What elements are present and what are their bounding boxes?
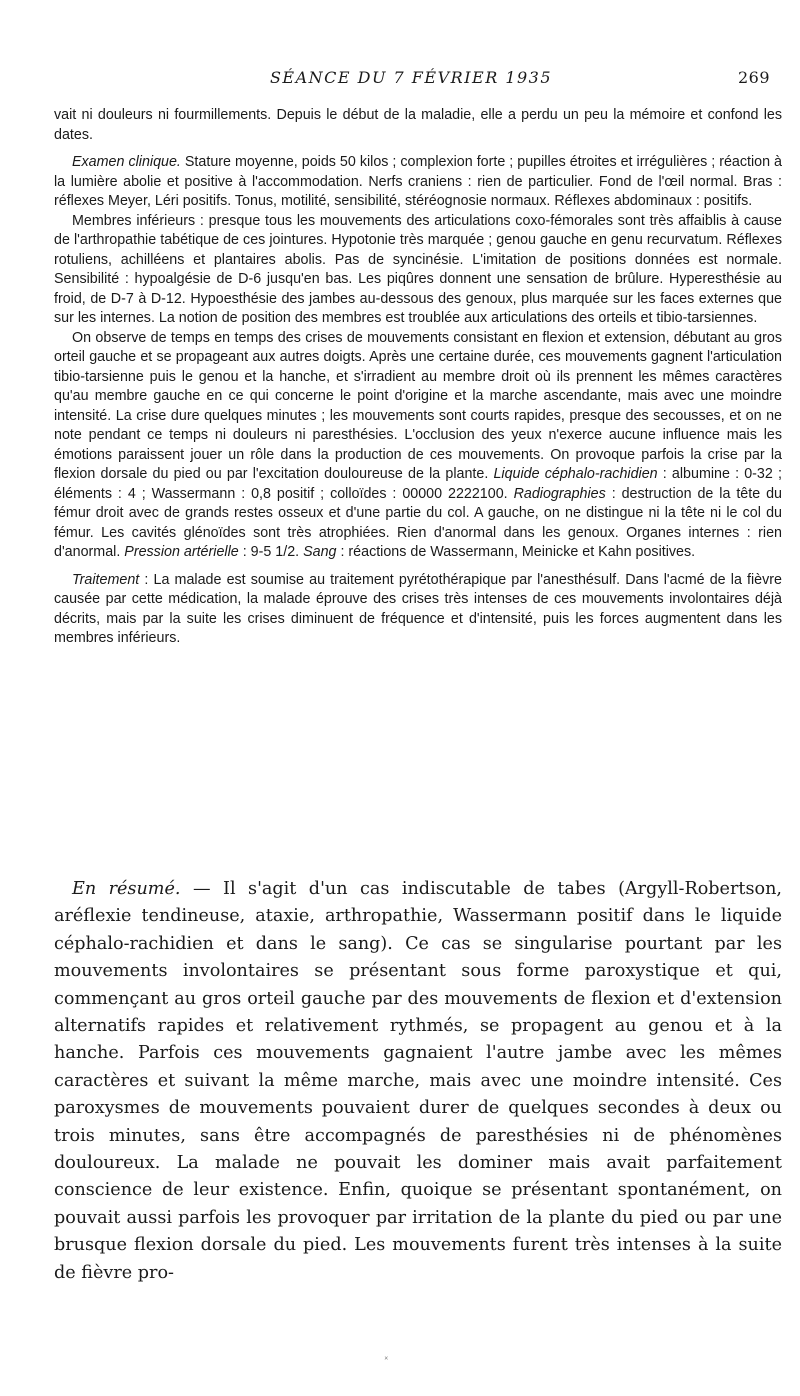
label-radiographies: Radiographies bbox=[513, 485, 606, 502]
sang-text: : réactions de Wassermann, Meinicke et Kahn positives. bbox=[336, 544, 696, 560]
label-liquide: Liquide céphalo-rachidien bbox=[493, 466, 658, 482]
page-number: 269 bbox=[737, 68, 770, 87]
label-sang: Sang bbox=[303, 544, 337, 560]
running-header bbox=[52, 68, 770, 92]
resume-text: — Il s'agit d'un cas indiscutable de tabes (Argyll-Robertson, aréflexie tendineuse, ataxie, arthropathie, Wassermann positif dans le liquide céphalo-rachidien et dans le sang). Ce cas se singularise pourtant par les mouvements involontaires se présentant sous forme paroxystique et qui, commençant au gros orteil gauche par des mouvements de flexion et d'extension alternatifs rapides et relativement rythmés, se propagent au genou et à la hanche. Parfois ces mouvements gagnaient l'autre jambe avec les mêmes caractères et suivant la même marche, mais avec une moindre intensité. Ces paroxysmes de mouvements pouvaient durer de quelques secondes à deux ou trois minutes, sans être accompagnés de paresthésies ni de phénomènes douloureux. La malade ne pouvait les dominer mais avait parfaitement conscience de leur existence. Enfin, quoique se présentant spontanément, on pouvait aussi parfois les provoquer par irritation de la plante du pied ou par une brusque flexion dorsale du pied. Les mouvements furent très intenses à la suite de fièvre pro- bbox=[54, 879, 782, 1283]
footer-mark: ˣ bbox=[384, 1355, 389, 1366]
paragraph-membres: Membres inférieurs : presque tous les mouvements des articulations coxo-fémorales sont très affaiblis à cause de l'arthropathie tabétique de ces jointures. Hypotonie très marquée ; genou gauche en genu recurvatum. Réflexes rotuliens, achilléens et plantaires abolis. Pas de syncinésie. L'imitation de positions données est normale. Sensibilité : hypoalgésie de D-6 jusqu'en bas. Les piqûres donnent une sensation de brûlure. Hyperesthésie au froid, de D-7 à D-12. Hypoesthésie des jambes au-dessous des genoux, plus marquée sur les faces externes que sur les internes. La notion de position des membres est troublée aux articulations des orteils et tibio-tarsiennes. bbox=[54, 212, 782, 326]
label-en-resume: En résumé. bbox=[72, 879, 181, 899]
paragraph-examen bbox=[54, 153, 782, 212]
label-traitement: Traitement bbox=[72, 571, 140, 588]
paragraph-memory: vait ni douleurs ni fourmillements. Depuis le début de la maladie, elle a perdu un peu la mémoire et confond les dates. bbox=[54, 107, 782, 143]
radiographies-text: : destruction de la tête du fémur droit avec de grands restes osseux et d'une partie du col. A gauche, on ne distingue ni la tête ni le col du fémur. Les cavités glénoïdes sont très atrophiées. Rien d'anormal dans les genoux. Organes internes : rien d'anormal. bbox=[54, 485, 782, 560]
paragraph-resume bbox=[54, 876, 782, 1287]
case-report-small-text bbox=[54, 106, 782, 649]
label-pression: Pression artérielle bbox=[124, 544, 239, 560]
pression-text: : 9-5 1/2. bbox=[238, 544, 304, 560]
liquide-text: : albumine : 0-32 ; éléments : 4 ; Wassermann : 0,8 positif ; colloïdes : 00000 2222100. bbox=[54, 466, 782, 502]
crises-text: On observe de temps en temps des crises de mouvements consistant en flexion et extension, débutant au gros orteil gauche et se propageant aux autres doigts. Après une certaine durée, ces mouvements gagnent l'articulation tibio-tarsienne puis le genou et la hanche, et s'irradient au membre droit où ils prennent les mêmes caractères qu'au membre gauche en ce qui concerne le point d'origine et la marche ascendante, mais avec une moindre intensité. La crise dure quelques minutes ; les mouvements sont courts rapides, presque des secousses, et on ne note pendant ce temps ni douleurs ni paresthésies. L'occlusion des yeux n'exerce aucune influence mais les émotions paraissent jouer un rôle dans la production de ces mouvements. On provoque parfois la crise par la flexion dorsale du pied ou par l'excitation douloureuse de la plante. bbox=[54, 329, 782, 482]
paragraph-traitement bbox=[54, 571, 782, 649]
summary-large-text bbox=[54, 876, 782, 1287]
running-title: SÉANCE DU 7 FÉVRIER 1935 bbox=[269, 68, 553, 87]
label-examen-clinique: Examen clinique. bbox=[72, 154, 181, 170]
paragraph-crises bbox=[54, 329, 782, 563]
traitement-text: : La malade est soumise au traitement pyrétothérapique par l'anesthésulf. Dans l'acmé de la fièvre causée par cette médication, la malade éprouve des crises très intenses de ces mouvements involontaires déjà décrits, mais par la suite les crises diminuent de fréquence et d'intensité, puis les forces augmentent dans les membres inférieurs. bbox=[54, 571, 782, 646]
examen-text: Stature moyenne, poids 50 kilos ; complexion forte ; pupilles étroites et irrégulières ; réaction à la lumière abolie et positive à l'accommodation. Nerfs craniens : rien de particulier. Fond de l'œil normal. Bras : réflexes Meyer, Léri positifs. Tonus, motilité, sensibilité, stéréognosie normaux. Réflexes abdominaux : positifs. bbox=[54, 154, 783, 209]
